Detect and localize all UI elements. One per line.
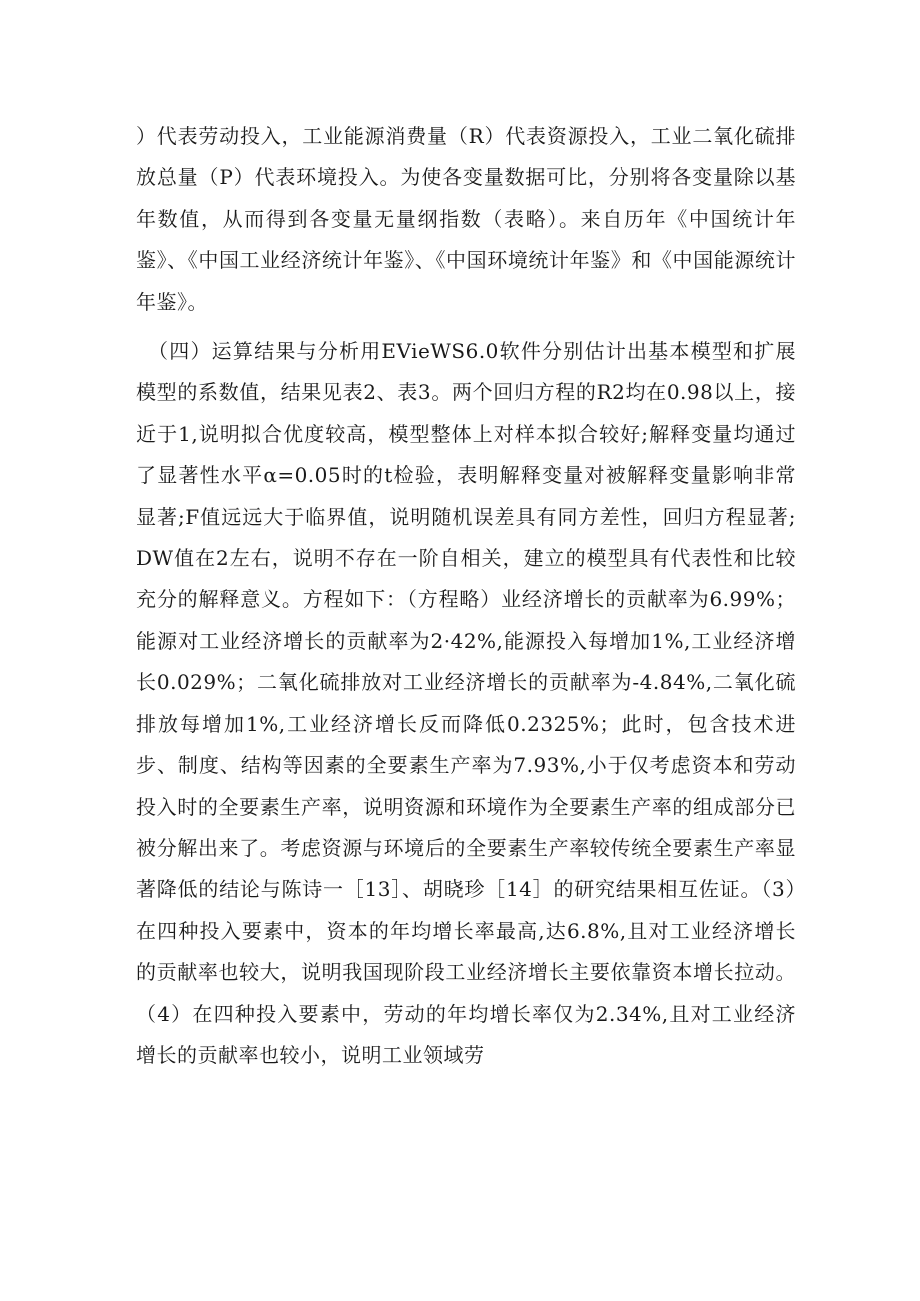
document-body	[136, 116, 796, 1076]
paragraph-results-analysis: （四）运算结果与分析用EVieWS6.0软件分别估计出基本模型和扩展模型的系数值，结果见表2、表3。两个回归方程的R2均在0.98以上，接近于1,说明拟合优度较高，模型整体上对样本拟合较好;解释变量均通过了显著性水平α=0.05时的t检验，表明解释变量对被解释变量影响非常显著;F值远远大于临界值，说明随机误差具有同方差性，回归方程显著;DW值在2左右，说明不存在一阶自相关，建立的模型具有代表性和比较充分的解释意义。方程如下：（方程略）业经济增长的贡献率为6.99%；能源对工业经济增长的贡献率为2·42%,能源投入每增加1%,工业经济增长0.029%；二氧化硫排放对工业经济增长的贡献率为-4.84%,二氧化硫排放每增加1%,工业经济增长反而降低0.2325%；此时，包含技术进步、制度、结构等因素的全要素生产率为7.93%,小于仅考虑资本和劳动投入时的全要素生产率，说明资源和环境作为全要素生产率的组成部分已被分解出来了。考虑资源与环境后的全要素生产率较传统全要素生产率显著降低的结论与陈诗一［13］、胡晓珍［14］的研究结果相互佐证。（3）在四种投入要素中，资本的年均增长率最高,达6.8%,且对工业经济增长的贡献率也较大，说明我国现阶段工业经济增长主要依靠资本增长拉动。（4）在四种投入要素中，劳动的年均增长率仅为2.34%,且对工业经济增长的贡献率也较小，说明工业领域劳	[136, 339, 796, 1067]
paragraph-data-sources: ）代表劳动投入，工业能源消费量（R）代表资源投入，工业二氧化硫排放总量（P）代表环境投入。为使各变量数据可比，分别将各变量除以基年数值，从而得到各变量无量纲指数（表略）。来自历年《中国统计年鉴》、《中国工业经济统计年鉴》、《中国环境统计年鉴》和《中国能源统计年鉴》。	[136, 124, 796, 314]
